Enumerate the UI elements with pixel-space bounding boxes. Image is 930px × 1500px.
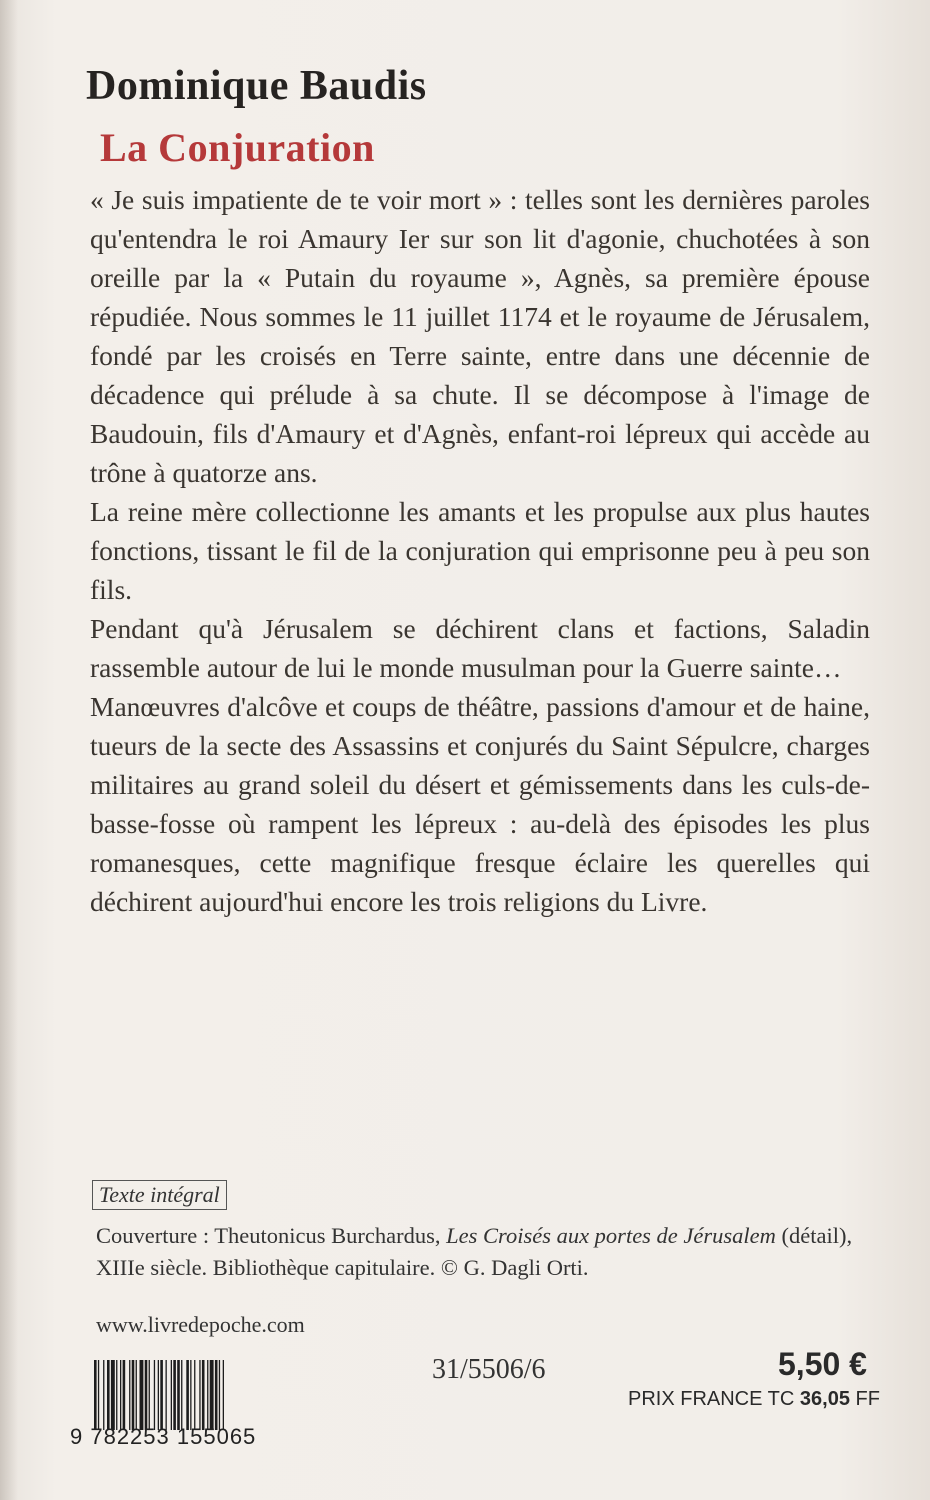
credit-suffix: (détail), XIIIe siècle. Bibliothèque capitulaire. © G. Dagli Orti.: [96, 1223, 853, 1280]
barcode-bar: [181, 1360, 182, 1430]
catalog-code: 31/5506/6: [432, 1354, 546, 1385]
price-france-label: PRIX FRANCE TC: [628, 1388, 795, 1410]
barcode: [92, 1360, 347, 1430]
barcode-bar: [103, 1360, 104, 1430]
barcode-bar: [140, 1360, 144, 1430]
blurb-paragraph-2: La reine mère collectionne les amants et les propulse aux plus hautes fonctions, tissant le fil de la conjuration qui emprisonne peu à peu son fils.: [90, 496, 870, 605]
author-name: Dominique Baudis: [86, 63, 427, 109]
barcode-bar: [149, 1360, 150, 1430]
barcode-bar: [215, 1360, 218, 1430]
barcode-bar: [202, 1360, 205, 1430]
barcode-bar: [171, 1360, 172, 1430]
barcode-bar: [132, 1360, 135, 1430]
barcode-bar: [116, 1360, 117, 1430]
barcode-bar: [219, 1360, 220, 1430]
blurb: [90, 180, 870, 921]
barcode-bar: [129, 1360, 130, 1430]
barcode-bar: [158, 1360, 159, 1430]
isbn-digits: 9 782253 155065: [70, 1424, 257, 1449]
barcode-bar: [123, 1360, 126, 1430]
cover-credit: [96, 1220, 896, 1284]
barcode-bar: [223, 1360, 224, 1430]
edition-tag: Texte intégral: [92, 1180, 227, 1210]
barcode-bar: [177, 1360, 180, 1430]
barcode-bar: [199, 1360, 200, 1430]
book-title: La Conjuration: [100, 125, 375, 170]
barcode-bar: [207, 1360, 208, 1430]
barcode-bar: [136, 1360, 137, 1430]
blurb-paragraph-4: Manœuvres d'alcôve et coups de théâtre, passions d'amour et de haine, tueurs de la secte des Assassins et conjurés du Saint Sépulcre, charges militaires au grand soleil du désert et gémissements dans les culs-de-basse-fosse où rampent les lépreux : au-delà des épisodes les plus romanesques, cette magnifique fresque éclaire les querelles qui déchirent aujourd'hui encore les trois religions du Livre.: [90, 691, 870, 917]
price-euro: 5,50 €: [778, 1346, 867, 1382]
barcode-bar: [111, 1360, 115, 1430]
price-france-line: [628, 1388, 880, 1411]
publisher-website: www.livredepoche.com: [96, 1312, 305, 1337]
barcode-bar: [210, 1360, 214, 1430]
blurb-paragraph-3: Pendant qu'à Jérusalem se déchirent clans et factions, Saladin rassemble autour de lui le monde musulman pour la Guerre sainte…: [90, 613, 870, 683]
barcode-bar: [98, 1360, 99, 1430]
barcode-bar: [120, 1360, 121, 1430]
barcode-bar: [186, 1360, 189, 1430]
spine-shadow: [0, 0, 18, 1500]
price-ff-value: 36,05: [799, 1388, 850, 1410]
price-ff-unit: FF: [855, 1388, 880, 1410]
barcode-bar: [94, 1360, 97, 1430]
barcode-bar: [107, 1360, 110, 1430]
credit-prefix: Couverture : Theutonicus Burchardus,: [96, 1223, 447, 1248]
barcode-bar: [194, 1360, 195, 1430]
barcode-bar: [173, 1360, 176, 1430]
credit-work-title: Les Croisés aux portes de Jérusalem: [446, 1223, 776, 1248]
barcode-bar: [160, 1360, 163, 1430]
blurb-paragraph-1: « Je suis impatiente de te voir mort » : telles sont les dernières paroles qu'entendra le roi Amaury Ier sur son lit d'agonie, chuchotées à son oreille par la « Putain du royaume », Agnès, sa première épouse répudiée. Nous sommes le 11 juillet 1174 et le royaume de Jérusalem, fondé par les croisés en Terre sainte, entre dans une décennie de décadence qui prélude à sa chute. Il se décompose à l'image de Baudouin, fils d'Amaury et d'Agnès, enfant-roi lépreux qui accède au trône à quatorze ans.: [90, 184, 870, 488]
barcode-bar: [190, 1360, 191, 1430]
barcode-bar: [145, 1360, 148, 1430]
barcode-bar: [154, 1360, 155, 1430]
barcode-bar: [166, 1360, 167, 1430]
